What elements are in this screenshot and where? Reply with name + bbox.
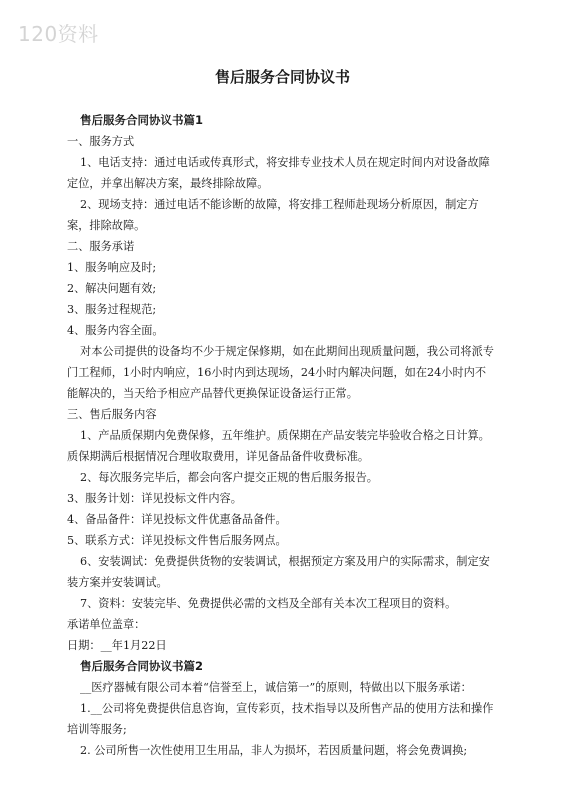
list-item: 3、服务过程规范; bbox=[67, 303, 157, 316]
list-item: 4、备品备件：详见投标文件优惠备品备件。 bbox=[67, 513, 287, 526]
watermark-logo: 120资料 bbox=[18, 22, 99, 46]
paragraph-commitment-item: 1.__公司将免费提供信息咨询，宣传彩页，技术指导以及所售产品的使用方法和操作培训等服务; bbox=[67, 702, 494, 736]
heading-service-method: 一、服务方式 bbox=[67, 135, 135, 148]
paragraph-commitment-item: 2. 公司所售一次性使用卫生用品，非人为损坏，若因质量问题，将会免费调换; bbox=[80, 744, 468, 757]
paragraph-content-item: 2、每次服务完毕后，都会向客户提交正规的售后服务报告。 bbox=[80, 471, 378, 484]
page-title: 售后服务合同协议书 bbox=[214, 68, 350, 86]
paragraph-content-item: 6、安装调试：免费提供货物的安装调试，根据预定方案及用户的实际需求，制定安装方案并安装调试。 bbox=[67, 555, 490, 589]
paragraph-content-item: 7、资料：安装完毕、免费提供必需的文档及全部有关本次工程项目的资料。 bbox=[80, 597, 457, 610]
paragraph-onsite-support: 2、现场支持：通过电话不能诊断的故障，将安排工程师赴现场分析原因，制定方案，排除故障。 bbox=[67, 198, 479, 232]
date-line: 日期：__年1月22日 bbox=[67, 639, 167, 652]
paragraph-warranty: 对本公司提供的设备均不少于规定保修期，如在此期间出现质量问题，我公司将派专门工程师，1小时内响应，16小时内到达现场，24小时内解决问题，如在24小时内不能解决的，当天给予相应产品替代更换保证设备运行正常。 bbox=[67, 345, 494, 400]
list-item: 1、服务响应及时; bbox=[67, 261, 157, 274]
section-heading-2: 售后服务合同协议书篇2 bbox=[80, 659, 204, 673]
heading-service-commitment: 二、服务承诺 bbox=[67, 240, 135, 253]
heading-after-sales-content: 三、售后服务内容 bbox=[67, 408, 157, 421]
list-item: 5、联系方式：详见投标文件售后服务网点。 bbox=[67, 534, 287, 547]
list-item: 3、服务计划：详见投标文件内容。 bbox=[67, 492, 242, 505]
document-body bbox=[67, 110, 497, 761]
seal-line: 承诺单位盖章： bbox=[67, 618, 146, 631]
paragraph-content-item: 1、产品质保期内免费保修，五年维护。质保期在产品安装完毕验收合格之日计算。质保期满后根据情况合理收取费用，详见备品备件收费标准。 bbox=[67, 429, 490, 463]
paragraph-intro: __医疗器械有限公司本着“信誉至上，诚信第一”的原则，特做出以下服务承诺： bbox=[80, 681, 472, 694]
paragraph-phone-support: 1、电话支持：通过电话或传真形式，将安排专业技术人员在规定时间内对设备故障定位，并拿出解决方案，最终排除故障。 bbox=[67, 156, 490, 190]
list-item: 4、服务内容全面。 bbox=[67, 324, 164, 337]
list-item: 2、解决问题有效; bbox=[67, 282, 157, 295]
section-heading-1: 售后服务合同协议书篇1 bbox=[80, 113, 204, 127]
